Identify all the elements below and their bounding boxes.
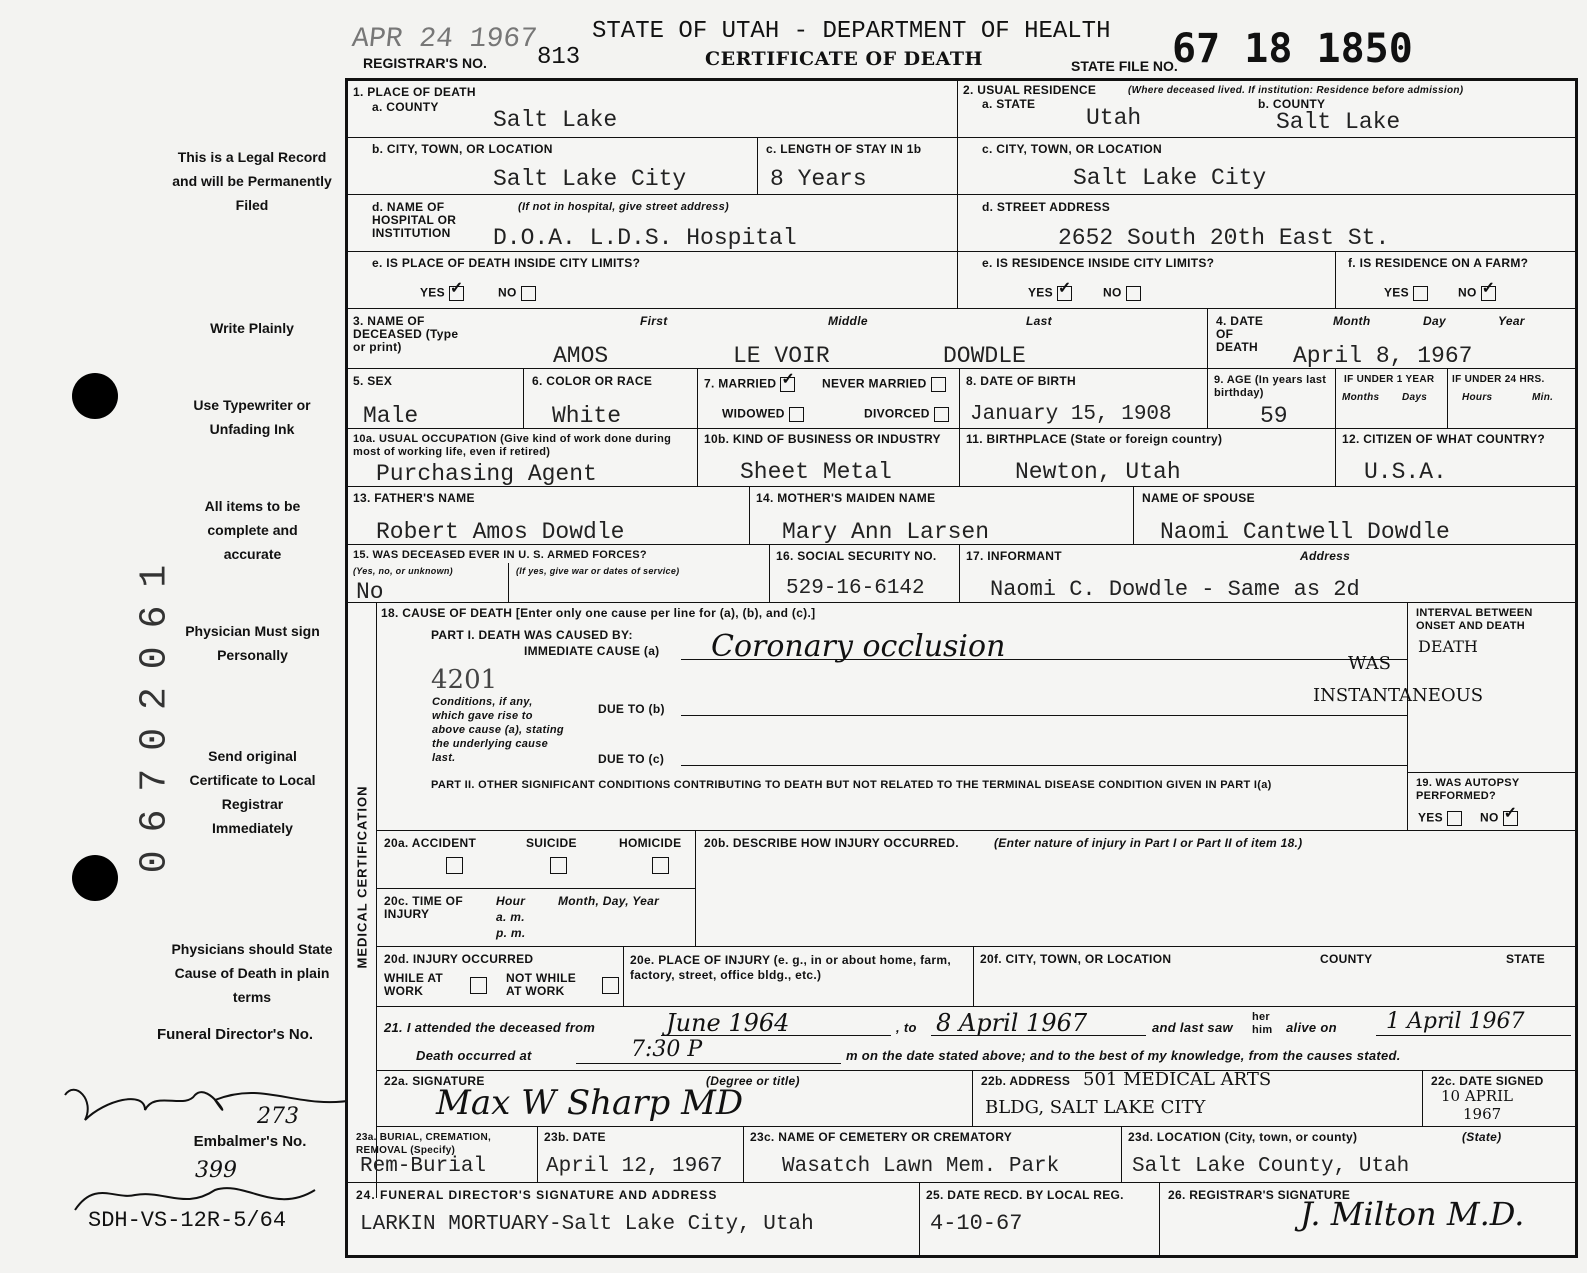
date-signed-cell bbox=[1423, 1071, 1578, 1127]
sex-label: 5. SEX bbox=[353, 374, 393, 388]
father-label: 13. FATHER'S NAME bbox=[353, 491, 475, 505]
armed-forces: No bbox=[356, 579, 384, 605]
cause-code: 4201 bbox=[431, 665, 498, 695]
deceased-name-label: 3. NAME OF DECEASED (Type or print) bbox=[353, 314, 459, 354]
am-label: a. m. bbox=[496, 910, 525, 924]
armed-sub2: (If yes, give war or dates of service) bbox=[516, 566, 680, 576]
informant-cell bbox=[960, 545, 1578, 603]
injury-time-cell bbox=[376, 889, 696, 947]
registrar-signature: J. Milton M.D. bbox=[1300, 1195, 1525, 1233]
widowed-checkbox[interactable] bbox=[789, 407, 804, 422]
to-label: , to bbox=[896, 1020, 917, 1035]
residence-street-cell bbox=[958, 195, 1578, 252]
typewriter-note: Use Typewriter or Unfading Ink bbox=[193, 397, 311, 437]
autopsy-yes bbox=[1418, 811, 1462, 826]
registrar-no: 813 bbox=[537, 44, 581, 71]
conditions-note: Conditions, if any, which gave rise to above cause (a), stating the underlying cause last. bbox=[432, 696, 564, 764]
injury-time-label: 20c. TIME OF INJURY bbox=[384, 894, 463, 921]
no-label: NO bbox=[1458, 285, 1477, 300]
armed-forces-label: 15. WAS DECEASED EVER IN U. S. ARMED FORCES? bbox=[353, 549, 647, 561]
last-saw-label: and last saw bbox=[1152, 1020, 1233, 1035]
registrar-signature-cell bbox=[1160, 1183, 1578, 1258]
armed-sub1: (Yes, no, or unknown) bbox=[353, 566, 453, 576]
while-at-work-label: WHILE AT WORK bbox=[384, 971, 444, 998]
deceased-last: DOWDLE bbox=[943, 343, 1026, 369]
residence-state-label: a. STATE bbox=[982, 97, 1036, 111]
cemetery-label: 23c. NAME OF CEMETERY OR CREMATORY bbox=[750, 1130, 1013, 1144]
farm-no bbox=[1458, 286, 1496, 301]
autopsy-cell bbox=[1408, 773, 1578, 831]
divorced bbox=[864, 407, 949, 422]
cemetery: Wasatch Lawn Mem. Park bbox=[782, 1155, 1060, 1178]
place-county: Salt Lake bbox=[493, 107, 618, 133]
divorced-checkbox[interactable] bbox=[934, 407, 949, 422]
mother-label: 14. MOTHER'S MAIDEN NAME bbox=[756, 491, 936, 505]
funeral-director: LARKIN MORTUARY-Salt Lake City, Utah bbox=[360, 1213, 814, 1236]
date-received: 4-10-67 bbox=[930, 1211, 1023, 1236]
months-label: Months bbox=[1342, 392, 1380, 403]
marital-cell bbox=[698, 369, 960, 429]
residence-label: 2. USUAL RESIDENCE bbox=[963, 83, 1097, 97]
due-to-c-label: DUE TO (c) bbox=[598, 752, 665, 766]
place-city-label: b. CITY, TOWN, OR LOCATION bbox=[372, 142, 553, 156]
never-married-label: NEVER MARRIED bbox=[822, 376, 927, 391]
registrar-no-label: REGISTRAR'S NO. bbox=[363, 55, 487, 71]
interval-instantaneous: INSTANTANEOUS bbox=[1313, 685, 1484, 706]
residence-county: Salt Lake bbox=[1276, 109, 1401, 135]
residence-city-label: c. CITY, TOWN, OR LOCATION bbox=[982, 142, 1163, 156]
injury-place-cell bbox=[624, 947, 974, 1007]
dob: January 15, 1908 bbox=[970, 403, 1172, 426]
date-of-death-label: 4. DATE OF DEATH bbox=[1216, 314, 1264, 354]
no-label: NO bbox=[1480, 810, 1499, 825]
under-1-year-cell bbox=[1336, 369, 1448, 429]
married bbox=[704, 377, 795, 392]
ssn-label: 16. SOCIAL SECURITY NO. bbox=[776, 549, 937, 563]
birthplace-cell bbox=[960, 429, 1336, 487]
date-signed-label: 22c. DATE SIGNED bbox=[1431, 1074, 1544, 1088]
spouse: Naomi Cantwell Dowdle bbox=[1160, 519, 1450, 545]
hospital-note: (If not in hospital, give street address) bbox=[518, 201, 729, 213]
sex: Male bbox=[363, 403, 419, 429]
date-received-cell bbox=[920, 1183, 1160, 1258]
attending-cell bbox=[376, 1007, 1578, 1071]
burial-cell bbox=[348, 1127, 538, 1183]
part1-label: PART I. DEATH WAS CAUSED BY: bbox=[431, 628, 633, 642]
date-signed-2: 1967 bbox=[1463, 1105, 1502, 1123]
mother: Mary Ann Larsen bbox=[782, 519, 990, 545]
physician-address-1: 501 MEDICAL ARTS bbox=[1083, 1069, 1272, 1090]
autopsy-yes-checkbox[interactable] bbox=[1447, 811, 1462, 826]
autopsy-no bbox=[1480, 811, 1518, 826]
year-label: Year bbox=[1498, 314, 1525, 328]
farm-no-checkbox[interactable] bbox=[1481, 286, 1496, 301]
her-him-label: her him bbox=[1252, 1011, 1273, 1036]
cemetery-state-label: (State) bbox=[1462, 1130, 1502, 1144]
mdy-label: Month, Day, Year bbox=[558, 894, 660, 908]
deceased-first: AMOS bbox=[553, 343, 609, 369]
date-of-death-cell bbox=[1208, 309, 1578, 369]
place-county-cell bbox=[348, 81, 958, 138]
alive-on-label: alive on bbox=[1286, 1020, 1337, 1035]
pm-label: p. m. bbox=[496, 926, 526, 940]
hours-label: Hours bbox=[1462, 392, 1493, 403]
residence-limits-yes-checkbox[interactable] bbox=[1057, 286, 1072, 301]
state-file-label: STATE FILE NO. bbox=[1071, 58, 1178, 74]
death-occurred-stmt: m on the date stated above; and to the best of my knowledge, from the causes stated. bbox=[846, 1048, 1401, 1063]
date-signed-1: 10 APRIL bbox=[1441, 1087, 1513, 1105]
residence-farm-cell bbox=[1336, 252, 1578, 309]
injury-state-label: STATE bbox=[1506, 952, 1546, 966]
attended-from: June 1964 bbox=[666, 1009, 790, 1037]
immediate-cause: Coronary occlusion bbox=[711, 629, 1006, 664]
attended-to: 8 April 1967 bbox=[936, 1009, 1088, 1037]
form-subtitle: CERTIFICATE OF DEATH bbox=[705, 48, 983, 70]
widowed-label: WIDOWED bbox=[722, 406, 785, 421]
injury-occurred-label: 20d. INJURY OCCURRED bbox=[384, 952, 534, 966]
death-occurred-label: Death occurred at bbox=[416, 1048, 532, 1063]
injury-county-label: COUNTY bbox=[1320, 952, 1373, 966]
not-while-at-work-label: NOT WHILE AT WORK bbox=[506, 971, 577, 998]
embalmer-no: 399 bbox=[195, 1158, 237, 1183]
disposition-date: April 12, 1967 bbox=[546, 1155, 723, 1178]
interval-cell bbox=[1408, 603, 1578, 773]
funeral-director-label: 24. FUNERAL DIRECTOR'S SIGNATURE AND ADDRESS bbox=[356, 1188, 718, 1202]
plain-terms-note: Physicians should State Cause of Death in plain terms bbox=[171, 941, 333, 1005]
business-label: 10b. KIND OF BUSINESS OR INDUSTRY bbox=[704, 432, 941, 446]
no-label: NO bbox=[498, 285, 517, 300]
spouse-cell bbox=[1134, 487, 1578, 545]
farm-yes-checkbox[interactable] bbox=[1413, 286, 1428, 301]
suicide-label: SUICIDE bbox=[526, 836, 577, 850]
autopsy-label: 19. WAS AUTOPSY PERFORMED? bbox=[1416, 777, 1520, 802]
month-label: Month bbox=[1333, 314, 1371, 328]
age-label: 9. AGE (In years last birthday) bbox=[1214, 374, 1327, 399]
divorced-label: DIVORCED bbox=[864, 406, 930, 421]
funeral-director-cell bbox=[348, 1183, 920, 1258]
ssn-cell bbox=[770, 545, 960, 603]
married-checkbox[interactable] bbox=[780, 377, 795, 392]
middle-label: Middle bbox=[828, 314, 868, 328]
part2-cell bbox=[376, 773, 1408, 831]
hospital-label: d. NAME OF HOSPITAL OR INSTITUTION bbox=[372, 200, 457, 240]
disposition-date-cell bbox=[538, 1127, 744, 1183]
occupation-label: 10a. USUAL OCCUPATION (Give kind of work done during most of working life, even if retired) bbox=[353, 433, 672, 458]
residence-street-label: d. STREET ADDRESS bbox=[982, 200, 1111, 214]
armed-forces-cell bbox=[348, 545, 770, 603]
legal-record-note: This is a Legal Record and will be Permanently Filed bbox=[172, 149, 332, 213]
hospital: D.O.A. L.D.S. Hospital bbox=[493, 225, 797, 251]
first-label: First bbox=[640, 314, 668, 328]
residence-inside-limits-cell bbox=[958, 252, 1336, 309]
stay-cell bbox=[758, 138, 958, 195]
yes-label: YES bbox=[1028, 285, 1053, 300]
sex-cell bbox=[348, 369, 524, 429]
not-while-at-work-checkbox[interactable] bbox=[602, 977, 619, 994]
residence-city-cell bbox=[958, 138, 1578, 195]
age-cell bbox=[1208, 369, 1336, 429]
residence-county-label: b. COUNTY bbox=[1258, 97, 1326, 111]
stay-label: c. LENGTH OF STAY IN 1b bbox=[766, 142, 922, 156]
date-of-death: April 8, 1967 bbox=[1293, 343, 1473, 369]
place-of-death-label: 1. PLACE OF DEATH bbox=[353, 85, 476, 99]
never-married-checkbox[interactable] bbox=[931, 377, 946, 392]
suicide-checkbox[interactable] bbox=[550, 857, 567, 874]
under-24-hrs-cell bbox=[1448, 369, 1578, 429]
funeral-director-no-label: Funeral Director's No. bbox=[156, 1026, 314, 1043]
registrar-signature-label: 26. REGISTRAR'S SIGNATURE bbox=[1168, 1188, 1351, 1202]
race-label: 6. COLOR OR RACE bbox=[532, 374, 653, 388]
under-1-year-label: IF UNDER 1 YEAR bbox=[1344, 374, 1435, 385]
ssn: 529-16-6142 bbox=[786, 577, 925, 600]
business-cell bbox=[698, 429, 960, 487]
stay: 8 Years bbox=[770, 166, 867, 192]
injury-city-label: 20f. CITY, TOWN, OR LOCATION bbox=[980, 952, 1172, 966]
informant-label: 17. INFORMANT bbox=[966, 549, 1062, 563]
residence-limits-no-checkbox[interactable] bbox=[1126, 286, 1141, 301]
complete-note: All items to be complete and accurate bbox=[204, 498, 301, 562]
autopsy-no-checkbox[interactable] bbox=[1503, 811, 1518, 826]
injury-city-cell bbox=[974, 947, 1578, 1007]
place-limits-no bbox=[498, 286, 536, 301]
occupation: Purchasing Agent bbox=[376, 461, 597, 487]
form-code: SDH-VS-12R-5/64 bbox=[88, 1208, 287, 1233]
injury-occurred-cell bbox=[376, 947, 624, 1007]
embalmer-no-label: Embalmer's No. bbox=[193, 1133, 307, 1150]
date-received-label: 25. DATE RECD. BY LOCAL REG. bbox=[926, 1188, 1124, 1202]
place-limits-yes bbox=[420, 286, 464, 301]
last-seen: 1 April 1967 bbox=[1386, 1009, 1525, 1034]
day-label: Day bbox=[1423, 314, 1446, 328]
homicide-label: HOMICIDE bbox=[619, 836, 682, 850]
deceased-middle: LE VOIR bbox=[733, 343, 830, 369]
place-city: Salt Lake City bbox=[493, 166, 687, 192]
farm-yes bbox=[1384, 286, 1428, 301]
married-label: 7. MARRIED bbox=[704, 376, 777, 391]
write-plainly-note: Write Plainly bbox=[210, 320, 294, 336]
accident-cell bbox=[376, 831, 696, 889]
accident-checkbox[interactable] bbox=[446, 857, 463, 874]
while-at-work-checkbox[interactable] bbox=[470, 977, 487, 994]
days-label: Days bbox=[1402, 392, 1428, 403]
residence-limits-no bbox=[1103, 286, 1141, 301]
mother-cell bbox=[750, 487, 1134, 545]
dob-cell bbox=[960, 369, 1208, 429]
residence-limits-yes bbox=[1028, 286, 1072, 301]
age: 59 bbox=[1260, 403, 1288, 429]
physician-address-label: 22b. ADDRESS bbox=[981, 1074, 1071, 1088]
business: Sheet Metal bbox=[740, 459, 892, 485]
state-file-no: 67 18 1850 bbox=[1172, 26, 1413, 72]
citizen: U.S.A. bbox=[1364, 459, 1447, 485]
homicide-checkbox[interactable] bbox=[652, 857, 669, 874]
citizen-label: 12. CITIZEN OF WHAT COUNTRY? bbox=[1342, 432, 1546, 446]
part2-label: PART II. OTHER SIGNIFICANT CONDITIONS CONTRIBUTING TO DEATH BUT NOT RELATED TO THE TERMINAL DISEASE CONDITION GIVEN IN PART I(a) bbox=[431, 779, 1272, 791]
punch-hole-bottom bbox=[72, 855, 118, 901]
cause-label: 18. CAUSE OF DEATH [Enter only one cause per line for (a), (b), and (c).] bbox=[381, 606, 816, 620]
hour-label: Hour bbox=[496, 894, 526, 908]
place-limits-yes-checkbox[interactable] bbox=[449, 286, 464, 301]
residence-inside-limits-label: e. IS RESIDENCE INSIDE CITY LIMITS? bbox=[982, 256, 1215, 270]
informant-address-label: Address bbox=[1300, 549, 1351, 563]
interval-death: DEATH bbox=[1418, 637, 1478, 656]
cemetery-cell bbox=[744, 1127, 1122, 1183]
birthplace-label: 11. BIRTHPLACE (State or foreign country) bbox=[966, 432, 1223, 446]
burial: Rem-Burial bbox=[360, 1155, 487, 1178]
spouse-label: NAME OF SPOUSE bbox=[1142, 491, 1255, 505]
yes-label: YES bbox=[1418, 810, 1443, 825]
race: White bbox=[552, 403, 622, 429]
cemetery-location-label: 23d. LOCATION (City, town, or county) bbox=[1128, 1130, 1358, 1144]
birthplace: Newton, Utah bbox=[1015, 459, 1181, 485]
physician-address-cell bbox=[973, 1071, 1423, 1127]
informant: Naomi C. Dowdle - Same as 2d bbox=[990, 577, 1360, 602]
death-time: 7:30 P bbox=[631, 1037, 703, 1062]
father-cell bbox=[348, 487, 750, 545]
place-county-label: a. COUNTY bbox=[372, 100, 439, 114]
never-married bbox=[822, 377, 946, 392]
attended-from-label: 21. I attended the deceased from bbox=[384, 1020, 596, 1035]
widowed bbox=[722, 407, 804, 422]
immediate-cause-label: IMMEDIATE CAUSE (a) bbox=[524, 644, 660, 658]
vertical-number: 06702061 bbox=[133, 546, 177, 874]
residence-farm-label: f. IS RESIDENCE ON A FARM? bbox=[1348, 256, 1529, 270]
punch-hole-top bbox=[72, 373, 118, 419]
physician-sign-note: Physician Must sign Personally bbox=[185, 623, 320, 663]
place-inside-limits-label: e. IS PLACE OF DEATH INSIDE CITY LIMITS? bbox=[372, 256, 641, 270]
residence-city: Salt Lake City bbox=[1073, 165, 1267, 191]
residence-street: 2652 South 20th East St. bbox=[1058, 225, 1390, 251]
place-city-cell bbox=[348, 138, 758, 195]
physician-signature-cell bbox=[376, 1071, 973, 1127]
burial-label: 23a. BURIAL, CREMATION, REMOVAL (Specify) bbox=[356, 1132, 492, 1156]
injury-describe-note: (Enter nature of injury in Part I or Part II of item 18.) bbox=[994, 836, 1303, 850]
interval-was: WAS bbox=[1348, 653, 1391, 674]
citizen-cell bbox=[1336, 429, 1578, 487]
dob-label: 8. DATE OF BIRTH bbox=[966, 374, 1076, 388]
interval-label: INTERVAL BETWEEN ONSET AND DEATH bbox=[1416, 607, 1533, 632]
deceased-name-cell bbox=[348, 309, 1208, 369]
funeral-director-signature bbox=[35, 1040, 365, 1230]
injury-place-label: 20e. PLACE OF INJURY (e. g., in or about home, farm, factory, street, office bldg., etc.) bbox=[630, 953, 951, 982]
signature-label: 22a. SIGNATURE bbox=[384, 1074, 485, 1088]
physician-address-2: BLDG, SALT LAKE CITY bbox=[985, 1097, 1206, 1118]
place-limits-no-checkbox[interactable] bbox=[521, 286, 536, 301]
hospital-cell bbox=[348, 195, 958, 252]
accident-label: 20a. ACCIDENT bbox=[384, 836, 477, 850]
funeral-director-no: 273 bbox=[257, 1104, 299, 1129]
residence-state: Utah bbox=[1086, 105, 1142, 131]
race-cell bbox=[524, 369, 698, 429]
last-label: Last bbox=[1026, 314, 1052, 328]
injury-describe-label: 20b. DESCRIBE HOW INJURY OCCURRED. bbox=[704, 836, 959, 850]
yes-label: YES bbox=[420, 285, 445, 300]
no-label: NO bbox=[1103, 285, 1122, 300]
cemetery-location: Salt Lake County, Utah bbox=[1132, 1155, 1410, 1178]
residence-note: (Where deceased lived. If institution: Residence before admission) bbox=[1128, 85, 1464, 96]
occupation-cell bbox=[348, 429, 698, 487]
min-label: Min. bbox=[1532, 392, 1554, 403]
disposition-date-label: 23b. DATE bbox=[544, 1130, 606, 1144]
physician-signature: Max W Sharp MD bbox=[436, 1083, 744, 1123]
cemetery-location-cell bbox=[1122, 1127, 1578, 1183]
due-to-b-label: DUE TO (b) bbox=[598, 702, 665, 716]
form-title: STATE OF UTAH - DEPARTMENT OF HEALTH bbox=[592, 18, 1111, 45]
injury-describe-cell bbox=[696, 831, 1578, 947]
stamp-date: APR 24 1967 bbox=[350, 24, 539, 55]
under-24-hrs-label: IF UNDER 24 HRS. bbox=[1452, 374, 1545, 385]
yes-label: YES bbox=[1384, 285, 1409, 300]
father: Robert Amos Dowdle bbox=[376, 519, 625, 545]
send-original-note: Send original Certificate to Local Registrar Immediately bbox=[189, 748, 316, 836]
degree-label: (Degree or title) bbox=[706, 1074, 800, 1088]
death-certificate-form bbox=[345, 78, 1578, 1258]
medical-certification-label: MEDICAL CERTIFICATION bbox=[354, 785, 370, 969]
place-inside-limits-cell bbox=[348, 252, 958, 309]
residence-state-cell bbox=[958, 81, 1578, 138]
